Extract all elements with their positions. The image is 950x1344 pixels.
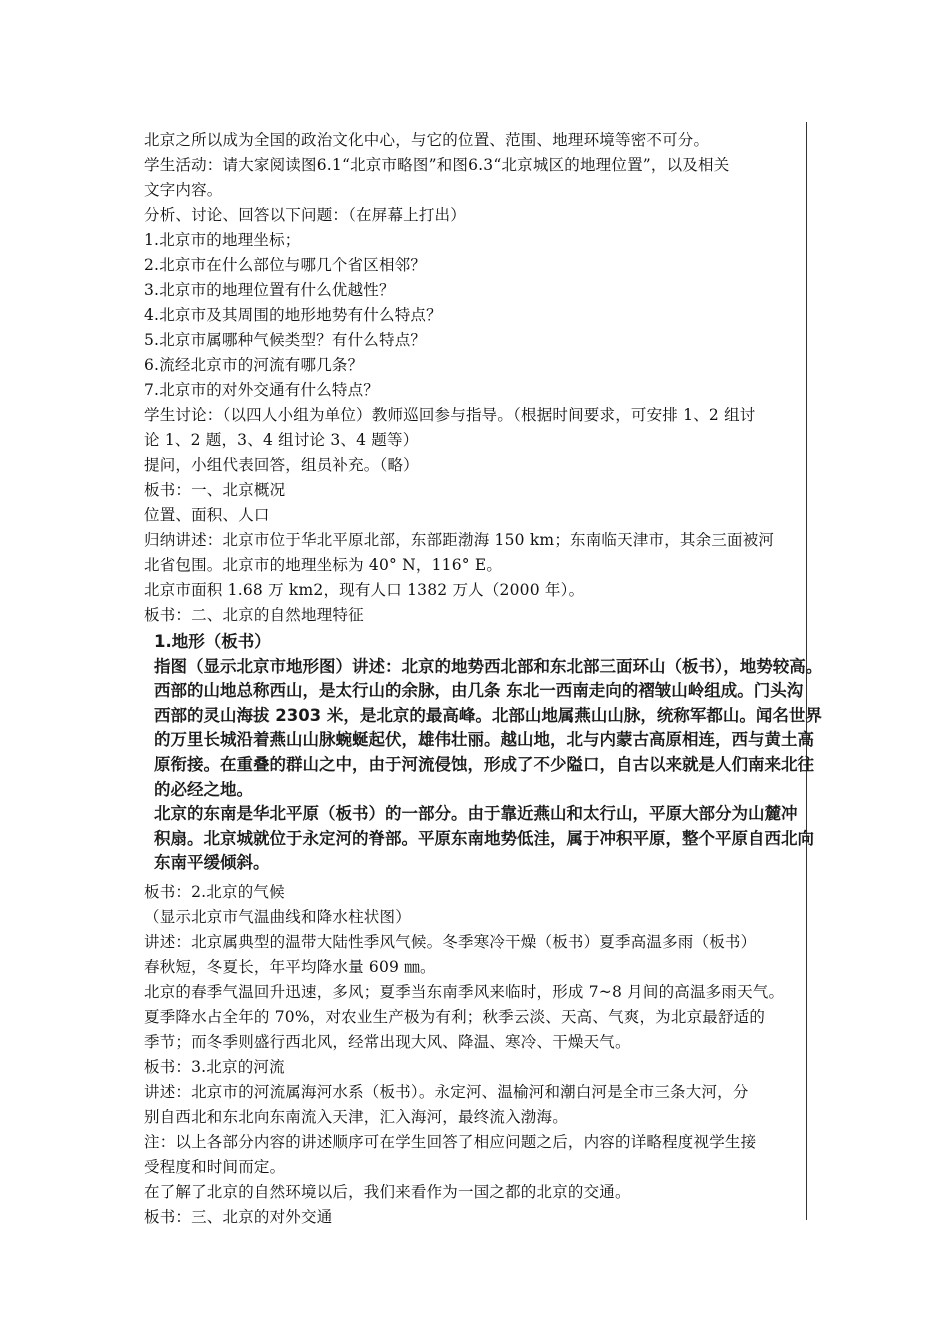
text-line: 在了解了北京的自然环境以后，我们来看作为一国之都的北京的交通。 xyxy=(144,1182,631,1201)
text-line: 学生讨论：（以四人小组为单位）教师巡回参与指导。（根据时间要求，可安排 1、2 组讨 xyxy=(144,406,756,424)
text-line: 分析、讨论、回答以下问题：（在屏幕上打出） xyxy=(144,206,466,224)
text-line: 注：以上各部分内容的讲述顺序可在学生回答了相应问题之后，内容的详略程度视学生接 xyxy=(144,1132,757,1151)
text-line: 2.北京市在什么部位与哪几个省区相邻？ xyxy=(144,256,427,274)
text-line: 北省包围。北京市的地理坐标为 40° N，116° E。 xyxy=(144,556,503,574)
text-line: （显示北京市气温曲线和降水柱状图） xyxy=(144,907,411,926)
text-line: 北京的春季气温回升迅速，多风；夏季当东南季风来临时，形成 7~8 月间的高温多雨天气。 xyxy=(144,982,785,1001)
text-line: 文字内容。 xyxy=(144,181,223,199)
text-line: 提问，小组代表回答，组员补充。（略） xyxy=(144,456,419,474)
text-line: 6.流经北京市的河流有哪几条？ xyxy=(144,356,364,374)
text-line: 板书：3.北京的河流 xyxy=(144,1057,285,1076)
text-line: 3.北京市的地理位置有什么优越性？ xyxy=(144,281,395,299)
image-text-line: 西部的灵山海拔 2303 米，是北京的最高峰。北部山地属燕山山脉，统称军都山。闻名世界 xyxy=(154,705,822,725)
text-line: 4.北京市及其周围的地形地势有什么特点？ xyxy=(144,306,442,324)
image-text-line: 西部的山地总称西山，是太行山的余脉，由几条 东北一西南走向的褶皱山岭组成。门头沟 xyxy=(154,681,804,701)
text-line: 7.北京市的对外交通有什么特点？ xyxy=(144,381,379,399)
text-line: 板书：一、北京概况 xyxy=(144,481,286,499)
text-line: 板书：2.北京的气候 xyxy=(144,882,285,901)
image-text-line: 指图（显示北京市地形图）讲述：北京的地势西北部和东北部三面环山（板书），地势较高。 xyxy=(154,656,823,676)
text-line: 归纳讲述：北京市位于华北平原北部，东部距渤海 150 km；东南临天津市，其余三面被河 xyxy=(144,531,775,549)
image-text-line: 北京的东南是华北平原（板书）的一部分。由于靠近燕山和太行山，平原大部分为山麓冲 xyxy=(154,804,798,824)
text-line: 板书：二、北京的自然地理特征 xyxy=(144,606,364,624)
text-line: 北京市面积 1.68 万 km2，现有人口 1382 万人（2000 年）。 xyxy=(144,581,585,599)
lesson-content xyxy=(144,128,823,1230)
text-line: 季节；而冬季则盛行西北风，经常出现大风、降温、寒冷、干燥天气。 xyxy=(144,1032,631,1051)
image-text-line: 东南平缓倾斜。 xyxy=(154,853,270,873)
image-text-line: 的万里长城沿着燕山山脉蜿蜒起伏，雄伟壮丽。越山地，北与内蒙古高原相连，西与黄土高 xyxy=(154,730,814,750)
text-line: 学生活动：请大家阅读图6.1“北京市略图”和图6.3“北京城区的地理位置”，以及相关 xyxy=(144,156,730,174)
image-text-line: 1.地形（板书） xyxy=(154,632,271,651)
text-section-top xyxy=(144,128,812,628)
text-line: 板书：三、北京的对外交通 xyxy=(144,1207,333,1226)
text-line: 讲述：北京属典型的温带大陆性季风气候。冬季寒冷干燥（板书）夏季高温多雨（板书） xyxy=(144,932,757,951)
text-line: 1.北京市的地理坐标； xyxy=(144,231,301,249)
text-line: 受程度和时间而定。 xyxy=(144,1157,286,1176)
image-text-line: 积扇。北京城就位于永定河的脊部。平原东南地势低洼，属于冲积平原，整个平原自西北向 xyxy=(154,828,814,848)
embedded-text-image xyxy=(154,630,823,876)
text-line: 位置、面积、人口 xyxy=(144,506,270,524)
text-line: 别自西北和东北向东南流入天津，汇入海河，最终流入渤海。 xyxy=(144,1107,568,1126)
text-line: 夏季降水占全年的 70%，对农业生产极为有利；秋季云淡、天高、气爽，为北京最舒适的 xyxy=(144,1007,766,1026)
image-text-line: 的必经之地。 xyxy=(154,779,253,799)
text-line: 北京之所以成为全国的政治文化中心，与它的位置、范围、地理环境等密不可分。 xyxy=(144,131,710,149)
text-line: 论 1、2 题，3、4 组讨论 3、4 题等） xyxy=(144,431,419,449)
image-text-line: 原衔接。在重叠的群山之中，由于河流侵蚀，形成了不少隘口，自古以来就是人们南来北往 xyxy=(154,754,814,774)
text-section-bottom xyxy=(144,880,812,1230)
text-line: 讲述：北京市的河流属海河水系（板书）。永定河、温榆河和潮白河是全市三条大河，分 xyxy=(144,1082,749,1101)
text-line: 春秋短，冬夏长，年平均降水量 609 ㎜。 xyxy=(144,957,436,976)
text-line: 5.北京市属哪种气候类型？有什么特点？ xyxy=(144,331,427,349)
